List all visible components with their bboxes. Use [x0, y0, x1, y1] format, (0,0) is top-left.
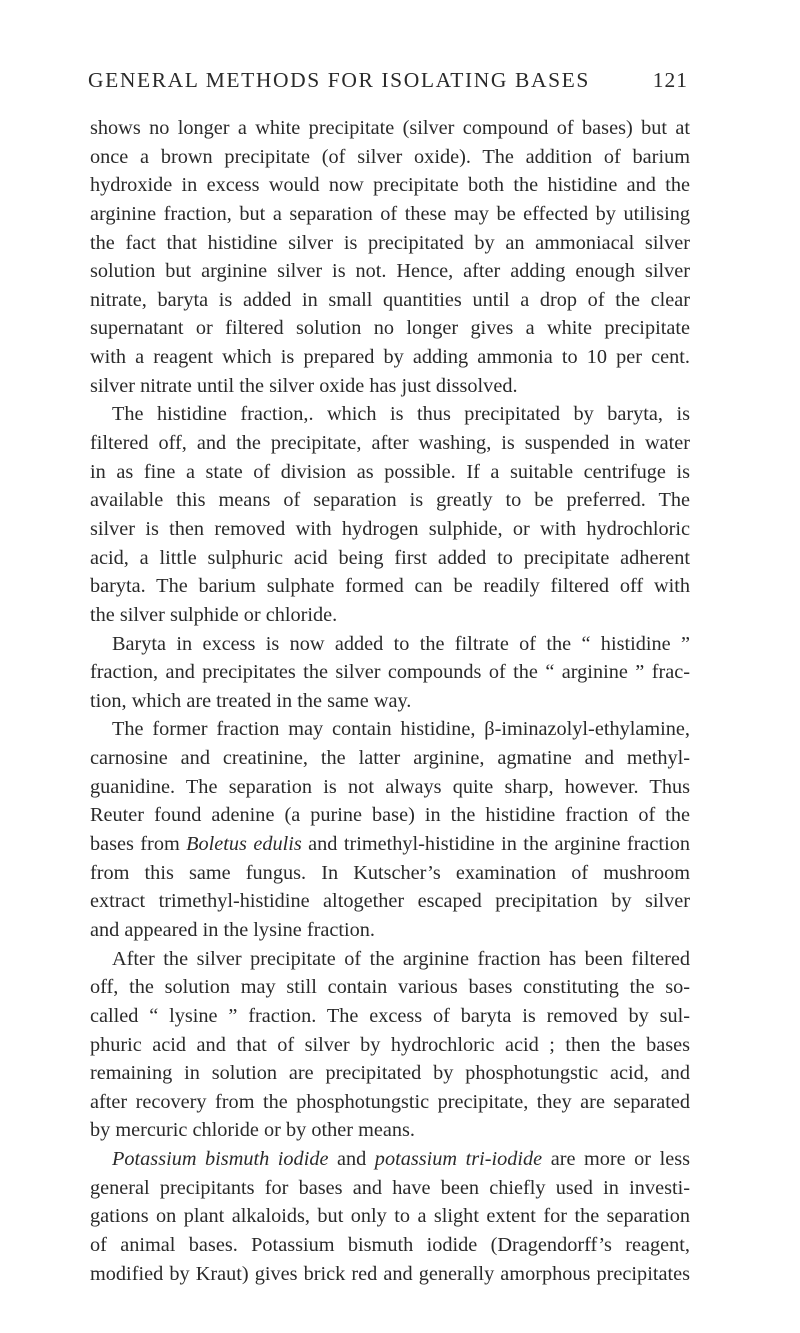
text-line: guanidine. The separation is not always quite sharp, however. Thus [90, 775, 690, 798]
text-line: from this same fungus. In Kutscher’s examination of mushroom [90, 861, 690, 884]
text-line: remaining in solution are precipitated by phosphotungstic acid, and [90, 1062, 690, 1085]
text-line: extract trimethyl-histidine altogether escaped precipitation by silver [90, 890, 690, 913]
text-line: shows no longer a white precipitate (silver compound of bases) but at [90, 117, 690, 139]
text-line: phuric acid and that of silver by hydrochloric acid ; then the bases [90, 1033, 690, 1056]
text-line: Baryta in excess is now added to the filtrate of the “ histidine ” [112, 632, 690, 655]
text-line: gations on plant alkaloids, but only to a slight extent for the separation [90, 1205, 690, 1228]
text-line: solution but arginine silver is not. Hence, after adding enough silver [90, 260, 690, 283]
text-line: the silver sulphide or chloride. [90, 603, 338, 626]
body-text [90, 114, 690, 1288]
italic-reagent: potassium tri-iodide [374, 1148, 543, 1171]
text-line: available this means of separation is greatly to be preferred. The [90, 489, 690, 512]
text-line: in as fine a state of division as possible. If a suitable centrifuge is [90, 460, 690, 483]
text-line: fraction, and precipitates the silver compounds of the “ arginine ” frac- [90, 661, 690, 684]
text-line: called “ lysine ” fraction. The excess of baryta is removed by sul- [90, 1004, 690, 1027]
text-line: arginine fraction, but a separation of these may be effected by utilising [90, 202, 690, 225]
text-line: after recovery from the phosphotungstic precipitate, they are separated [90, 1090, 690, 1113]
text-line: with a reagent which is prepared by adding ammonia to 10 per cent. [90, 346, 690, 369]
text-line: by mercuric chloride or by other means. [90, 1119, 415, 1142]
text-line: Potassium bismuth iodide and potassium tri-iodide are more or less [112, 1148, 690, 1171]
text-line: baryta. The barium sulphate formed can be readily filtered off with [90, 575, 690, 598]
text-line: The former fraction may contain histidine, β-iminazolyl-ethylamine, [112, 718, 690, 741]
text-line: filtered off, and the precipitate, after washing, is suspended in water [90, 432, 690, 455]
text-line: tion, which are treated in the same way. [90, 689, 412, 712]
text-line: silver nitrate until the silver oxide has just dissolved. [90, 374, 518, 397]
text-line: modified by Kraut) gives brick red and generally amorphous precipitates [90, 1262, 690, 1285]
text-line: acid, a little sulphuric acid being first added to precipitate adherent [90, 546, 690, 569]
text-line: Reuter found adenine (a purine base) in the histidine fraction of the [90, 804, 690, 827]
text-line: and appeared in the lysine fraction. [90, 918, 375, 941]
page-number: 121 [652, 68, 688, 92]
text-line: hydroxide in excess would now precipitate both the histidine and the [90, 174, 690, 197]
page-header [88, 68, 688, 102]
running-head: GENERAL METHODS FOR ISOLATING BASES [88, 68, 590, 92]
italic-reagent: Potassium bismuth iodide [112, 1148, 329, 1171]
italic-taxon: Boletus edulis [186, 833, 302, 856]
text-line: The histidine fraction,. which is thus precipitated by baryta, is [112, 403, 690, 426]
text-line: the fact that histidine silver is precipitated by an ammoniacal silver [90, 231, 690, 254]
text-line: off, the solution may still contain various bases constituting the so- [90, 976, 690, 999]
text-line: nitrate, baryta is added in small quantities until a drop of the clear [90, 288, 690, 311]
text-line: supernatant or filtered solution no longer gives a white precipitate [90, 317, 690, 340]
text-line: silver is then removed with hydrogen sulphide, or with hydrochloric [90, 517, 690, 540]
text-line: After the silver precipitate of the arginine fraction has been filtered [112, 947, 690, 970]
text-line: general precipitants for bases and have been chiefly used in investi- [90, 1176, 690, 1199]
text-line: carnosine and creatinine, the latter arginine, agmatine and methyl- [90, 747, 690, 770]
text-line: bases from Boletus edulis and trimethyl-histidine in the arginine fraction [90, 833, 690, 856]
text-line: once a brown precipitate (of silver oxide). The addition of barium [90, 145, 690, 168]
text-line: of animal bases. Potassium bismuth iodide (Dragendorff’s reagent, [90, 1233, 690, 1256]
